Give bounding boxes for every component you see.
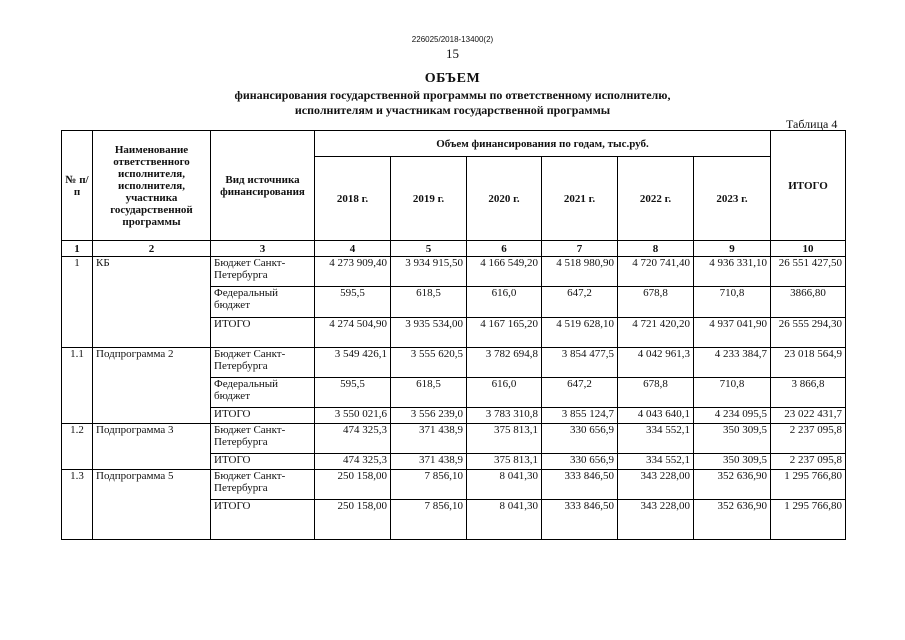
row-name: Подпрограмма 2 [93,348,211,424]
cell-value: 3 782 694,8 [467,348,542,378]
row-name: КБ [93,257,211,348]
cell-value: 375 813,1 [467,454,542,470]
cell-value: 474 325,3 [315,454,391,470]
cell-value: 1 295 766,80 [771,470,846,500]
cell-value: 618,5 [391,287,467,317]
cell-value: 333 846,50 [542,470,618,500]
row-source: Бюджет Санкт-Петербурга [211,424,315,454]
cell-value: 26 551 427,50 [771,257,846,287]
cell-value: 3 549 426,1 [315,348,391,378]
row-number: 1 [62,257,93,348]
cell-value: 330 656,9 [542,454,618,470]
cell-value: 4 936 331,10 [694,257,771,287]
column-number: 2 [93,241,211,257]
cell-value: 4 167 165,20 [467,317,542,347]
cell-value: 330 656,9 [542,424,618,454]
header-year: 2021 г. [542,157,618,241]
cell-value: 3 783 310,8 [467,408,542,424]
cell-value: 3866,80 [771,287,846,317]
cell-value: 3 550 021,6 [315,408,391,424]
cell-value: 595,5 [315,287,391,317]
table-row [62,257,846,287]
table-row [62,470,846,500]
cell-value: 350 309,5 [694,454,771,470]
cell-value: 4 166 549,20 [467,257,542,287]
row-number: 1.3 [62,470,93,540]
cell-value: 343 228,00 [618,500,694,540]
column-number: 9 [694,241,771,257]
column-number: 10 [771,241,846,257]
title-line-2: финансирования государственной программы по ответственному исполнителю, [234,88,671,102]
cell-value: 3 854 477,5 [542,348,618,378]
header-year: 2023 г. [694,157,771,241]
cell-value: 710,8 [694,287,771,317]
header-year: 2022 г. [618,157,694,241]
cell-value: 3 866,8 [771,378,846,408]
column-number-row [62,241,846,257]
cell-value: 334 552,1 [618,454,694,470]
header-volume: Объем финансирования по годам, тыс.руб. [315,131,771,157]
cell-value: 3 934 915,50 [391,257,467,287]
cell-value: 343 228,00 [618,470,694,500]
column-number: 6 [467,241,542,257]
cell-value: 4 937 041,90 [694,317,771,347]
cell-value: 4 273 909,40 [315,257,391,287]
cell-value: 710,8 [694,378,771,408]
cell-value: 678,8 [618,378,694,408]
cell-value: 7 856,10 [391,500,467,540]
row-source: ИТОГО [211,454,315,470]
header-source: Вид источника финансирования [211,131,315,241]
row-source: Бюджет Санкт-Петербурга [211,470,315,500]
cell-value: 4 043 640,1 [618,408,694,424]
cell-value: 8 041,30 [467,500,542,540]
cell-value: 616,0 [467,287,542,317]
cell-value: 647,2 [542,378,618,408]
cell-value: 3 935 534,00 [391,317,467,347]
table-row [62,424,846,454]
row-source: Бюджет Санкт-Петербурга [211,257,315,287]
row-source: ИТОГО [211,500,315,540]
header-num: № п/п [62,131,93,241]
column-number: 8 [618,241,694,257]
column-number: 5 [391,241,467,257]
cell-value: 3 555 620,5 [391,348,467,378]
document-id: 226025/2018-13400(2) [411,35,494,44]
header-year: 2019 г. [391,157,467,241]
row-number: 1.1 [62,348,93,424]
row-source: Бюджет Санкт-Петербурга [211,348,315,378]
cell-value: 352 636,90 [694,500,771,540]
cell-value: 4 519 628,10 [542,317,618,347]
cell-value: 678,8 [618,287,694,317]
title-line-3: исполнителям и участникам государственной программы [294,103,611,117]
cell-value: 250 158,00 [315,470,391,500]
header-total: ИТОГО [771,131,846,241]
row-source: ИТОГО [211,408,315,424]
column-number: 3 [211,241,315,257]
cell-value: 616,0 [467,378,542,408]
cell-value: 1 295 766,80 [771,500,846,540]
cell-value: 474 325,3 [315,424,391,454]
cell-value: 4 518 980,90 [542,257,618,287]
financing-table [61,130,846,540]
cell-value: 4 042 961,3 [618,348,694,378]
cell-value: 352 636,90 [694,470,771,500]
cell-value: 4 234 095,5 [694,408,771,424]
cell-value: 2 237 095,8 [771,454,846,470]
cell-value: 618,5 [391,378,467,408]
cell-value: 26 555 294,30 [771,317,846,347]
cell-value: 2 237 095,8 [771,424,846,454]
title-main: ОБЪЕМ [424,71,481,86]
header-year: 2020 г. [467,157,542,241]
row-number: 1.2 [62,424,93,470]
cell-value: 4 720 741,40 [618,257,694,287]
cell-value: 334 552,1 [618,424,694,454]
cell-value: 3 855 124,7 [542,408,618,424]
header-name: Наименование ответственного исполнителя, исполнителя, участника государственной программы [93,131,211,241]
cell-value: 4 721 420,20 [618,317,694,347]
cell-value: 8 041,30 [467,470,542,500]
cell-value: 333 846,50 [542,500,618,540]
page-number: 15 [446,46,459,61]
cell-value: 4 233 384,7 [694,348,771,378]
cell-value: 371 438,9 [391,424,467,454]
column-number: 7 [542,241,618,257]
table-row [62,348,846,378]
row-source: Федеральный бюджет [211,287,315,317]
column-number: 4 [315,241,391,257]
row-source: ИТОГО [211,317,315,347]
cell-value: 7 856,10 [391,470,467,500]
cell-value: 250 158,00 [315,500,391,540]
header-year: 2018 г. [315,157,391,241]
row-source: Федеральный бюджет [211,378,315,408]
row-name: Подпрограмма 3 [93,424,211,470]
cell-value: 23 018 564,9 [771,348,846,378]
table-label: Таблица 4 [786,117,838,131]
cell-value: 595,5 [315,378,391,408]
row-name: Подпрограмма 5 [93,470,211,540]
cell-value: 350 309,5 [694,424,771,454]
cell-value: 4 274 504,90 [315,317,391,347]
cell-value: 3 556 239,0 [391,408,467,424]
cell-value: 647,2 [542,287,618,317]
column-number: 1 [62,241,93,257]
cell-value: 375 813,1 [467,424,542,454]
cell-value: 23 022 431,7 [771,408,846,424]
cell-value: 371 438,9 [391,454,467,470]
